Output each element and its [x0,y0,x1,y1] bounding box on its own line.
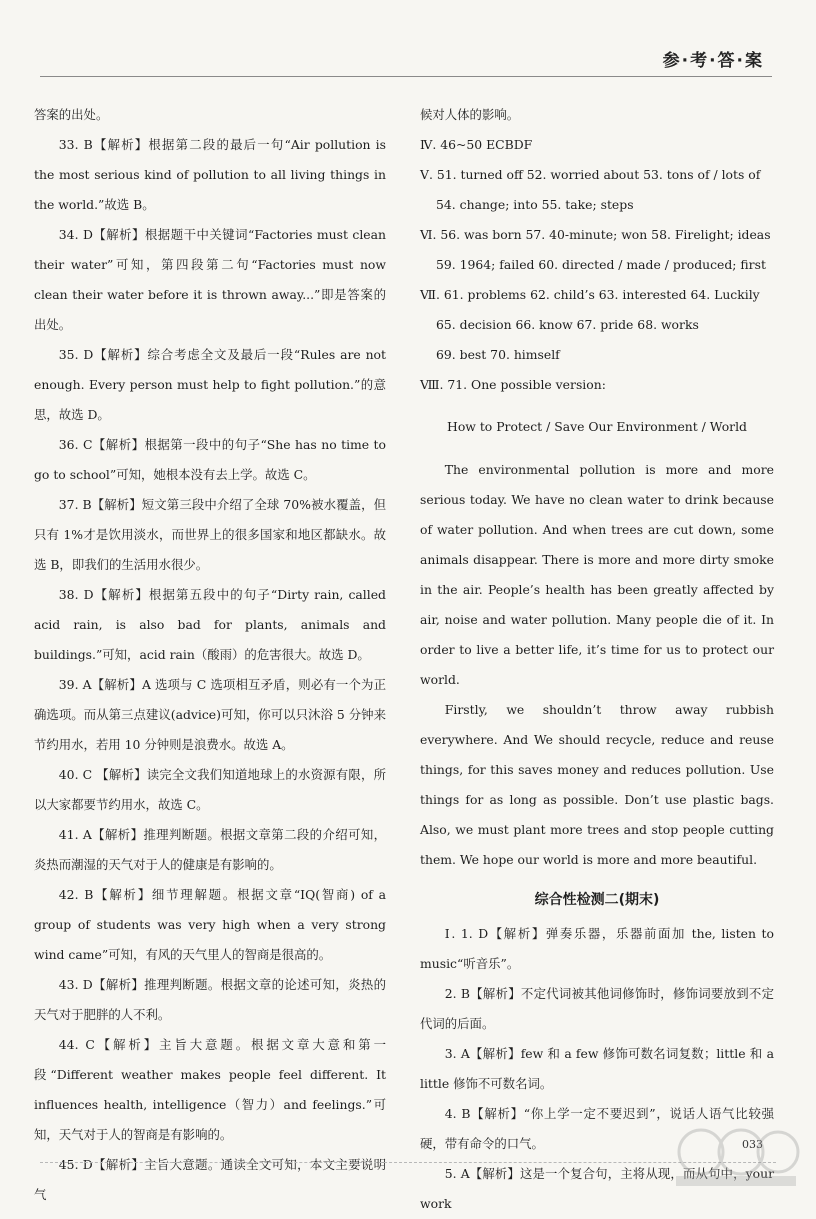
answer-paragraph: 42. B【解析】细节理解题。根据文章“IQ(智商) of a group of students was very high when a very strong wind came”可知，有风的天气里人的智商是很高的。 [34,887,386,962]
answer-paragraph: Ⅰ. 1. D【解析】弹奏乐器，乐器前面加 the, listen to music“听音乐”。 [420,925,774,971]
answer-paragraph: 36. C【解析】根据第一段中的句子“She has no time to go to school”可知，她根本没有去上学。故选 C。 [34,437,386,482]
answer-paragraph: 2. B【解析】不定代词被其他词修饰时，修饰词要放到不定代词的后面。 [420,985,774,1031]
header-title: 参·考·答·案 [662,51,764,71]
answer-line: Ⅳ. 46~50 ECBDF [420,137,533,152]
answer-paragraph: 3. A【解析】few 和 a few 修饰可数名词复数；little 和 a little 修饰不可数名词。 [420,1045,774,1091]
page-number: 033 [742,1138,763,1151]
answer-line: 59. 1964; failed 60. directed / made / produced; first [436,257,766,272]
answer-paragraph: 5. A【解析】这是一个复合句，主将从现，而从句中，your work [420,1165,774,1211]
answer-paragraph: 40. C 【解析】读完全文我们知道地球上的水资源有限，所以大家都要节约用水，故选 C。 [34,767,386,812]
watermark-logo-icon [666,1122,806,1192]
answer-line: Ⅶ. 61. problems 62. child’s 63. interested 64. Luckily [420,287,760,302]
answer-line: Ⅴ. 51. turned off 52. worried about 53. tons of / lots of [420,167,761,182]
answer-paragraph: 44. C【解析】主旨大意题。根据文章大意和第一段“Different weather makes people feel different. It influences health, intelligence（智力）and feelings.”可知，天气对于人的智商是有影响的。 [34,1037,386,1142]
answer-paragraph: 38. D【解析】根据第五段中的句子“Dirty rain, called acid rain, is also bad for plants, animals and buildings.”可知，acid rain（酸雨）的危害很大。故选 D。 [34,587,386,662]
continued-text: 候对人体的影响。 [420,107,520,122]
answer-paragraph: 37. B【解析】短文第三段中介绍了全球 70%被水覆盖，但只有 1%才是饮用淡水，而世界上的很多国家和地区都缺水。故选 B，即我们的生活用水很少。 [34,497,386,572]
answer-paragraph: 34. D【解析】根据题干中关键词“Factories must clean their water”可知，第四段第二句“Factories must now clean their water before it is thrown away...”即是答案的出处。 [34,227,386,332]
answer-paragraph: 41. A【解析】推理判断题。根据文章第二段的介绍可知，炎热而潮湿的天气对于人的健康是有影响的。 [34,827,386,872]
left-column [34,100,386,1210]
answer-paragraph: 答案的出处。 [34,107,109,122]
essay-paragraph: The environmental pollution is more and more serious today. We have no clean water to drink because of water pollution. And when trees are cut down, some animals disappear. There is more and more dirty smoke in the air. People’s health has been greatly affected by air, noise and water pollution. Many people die of it. In order to live a better life, it’s time for us to protect our world. [420,461,774,687]
essay-paragraph: Firstly, we shouldn’t throw away rubbish everywhere. And We should recycle, reduce and reuse things, for this saves money and reduces pollution. Use things for as long as possible. Don’t use plastic bags. Also, we must plant more trees and stop people cutting them. We hope our world is more and more beautiful. [420,701,774,867]
essay-title: How to Protect / Save Our Environment / World [447,419,747,435]
page-header [40,44,772,77]
answer-line: 65. decision 66. know 67. pride 68. works [436,317,699,332]
section-title: 综合性检测二(期末) [534,891,660,908]
answer-line: Ⅵ. 56. was born 57. 40-minute; won 58. Firelight; ideas [420,227,771,242]
answer-line: 69. best 70. himself [436,347,560,362]
answer-paragraph: 45. D【解析】主旨大意题。通读全文可知，本文主要说明气 [34,1157,386,1202]
answer-paragraph: 39. A【解析】A 选项与 C 选项相互矛盾，则必有一个为正确选项。而从第三点建议(advice)可知，你可以只沐浴 5 分钟来节约用水，若用 10 分钟则是浪费水。故选 A。 [34,677,386,752]
answer-paragraph: 4. B【解析】“你上学一定不要迟到”，说话人语气比较强硬，带有命令的口气。 [420,1105,774,1151]
answer-paragraph: 33. B【解析】根据第二段的最后一句“Air pollution is the most serious kind of pollution to all living things in the world.”故选 B。 [34,137,386,212]
answer-paragraph: 43. D【解析】推理判断题。根据文章的论述可知，炎热的天气对于肥胖的人不利。 [34,977,386,1022]
answer-paragraph: 35. D【解析】综合考虑全文及最后一段“Rules are not enough. Every person must help to fight pollution.”的意思，故选 D。 [34,347,386,422]
right-column [420,100,774,1219]
answer-line: 54. change; into 55. take; steps [436,197,634,212]
answer-line: Ⅷ. 71. One possible version: [420,377,606,392]
